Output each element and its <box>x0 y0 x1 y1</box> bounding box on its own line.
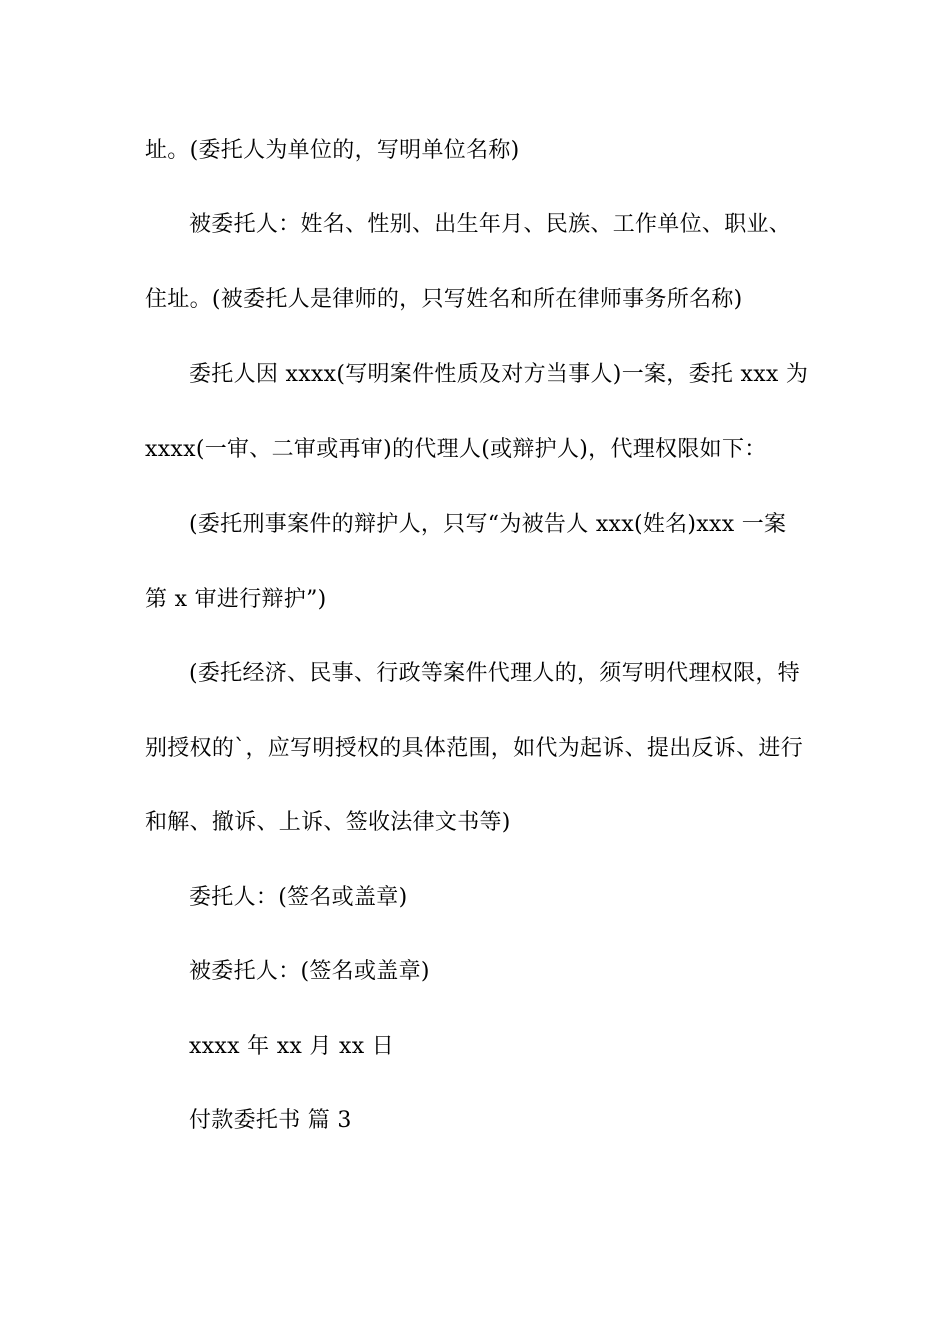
paragraph-line: 别授权的`，应写明授权的具体范围，如代为起诉、提出反诉、进行 <box>145 736 804 761</box>
section-heading: 付款委托书 篇 3 <box>189 1108 352 1133</box>
signature-line-principal: 委托人：(签名或盖章) <box>189 885 408 910</box>
signature-line-agent: 被委托人：(签名或盖章) <box>189 959 430 984</box>
paragraph-line: 址。(委托人为单位的，写明单位名称) <box>145 138 520 163</box>
date-line: xxxx 年 xx 月 xx 日 <box>189 1034 395 1059</box>
paragraph-line: (委托经济、民事、行政等案件代理人的，须写明代理权限，特 <box>189 661 800 686</box>
paragraph-line: 委托人因 xxxx(写明案件性质及对方当事人)一案，委托 xxx 为 <box>189 362 809 387</box>
paragraph-line: 住址。(被委托人是律师的，只写姓名和所在律师事务所名称) <box>145 287 743 312</box>
paragraph-line: 第 x 审进行辩护”) <box>145 587 327 612</box>
paragraph-line: (委托刑事案件的辩护人，只写“为被告人 xxx(姓名)xxx 一案 <box>189 512 787 537</box>
paragraph-line: 被委托人：姓名、性别、出生年月、民族、工作单位、职业、 <box>189 212 792 237</box>
paragraph-line: 和解、撤诉、上诉、签收法律文书等) <box>145 810 511 835</box>
paragraph-line: xxxx(一审、二审或再审)的代理人(或辩护人)，代理权限如下： <box>145 437 767 462</box>
